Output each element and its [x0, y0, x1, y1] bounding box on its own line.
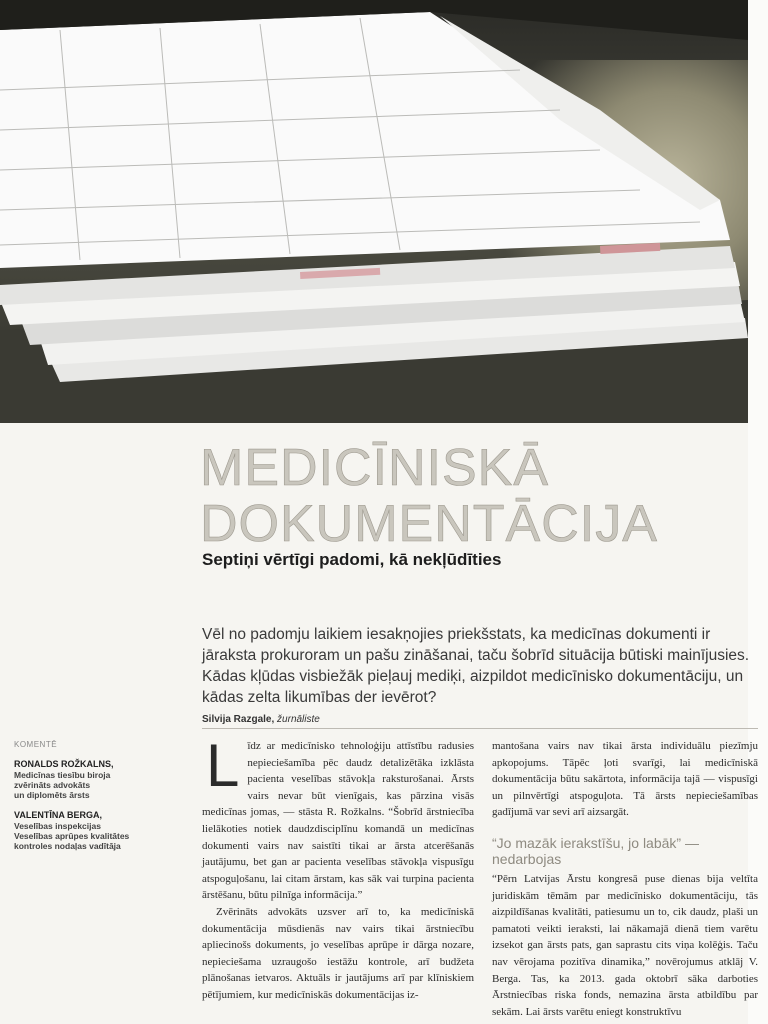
body-paragraph: “Pērn Latvijas Ārstu kongresā puse dienas bija veltīta juridiskām tēmām par medicīnisko dokumentāciju, tās aizpildīšanas kvalitāti, patiesumu un to, cik daudz, plaši un pamatoti veikti ieraksti, lai nākamajā dienā tiem varētu izsekot gan ārsts pats, gan saprastu cits viņa kolēģis. Taču nav vērojama pozitīva dinamika,” novērojumus atklāj V. Berga. Tas, ka 2013. gada oktobrī sāka darboties Ārstniecības riska fonds, nemazina ārsta atbildību par sekām. Lai ārsts varētu eniegt konstruktīvu: [492, 872, 758, 1018]
body-paragraph: [202, 732, 474, 904]
commentator: [14, 759, 184, 800]
article-intro: Vēl no padomju laikiem iesakņojies priekšstats, ka medicīnas dokumenti ir jāraksta prokuroram un pašu zināšanai, taču šobrīd situācija būtiski mainījusies. Kādas kļūdas visbiežāk pieļauj mediķi, aizpildot medicīnisko dokumentāciju, un kādas zelta likumības der ievērot?: [202, 626, 750, 706]
title-line-2: DOKUMENTĀCIJA: [200, 495, 658, 553]
body-column-2: [492, 738, 758, 1020]
article-title: [200, 440, 740, 552]
section-subheading: “Jo mazāk ierakstīšu, jo labāk” — nedarbojas: [492, 834, 699, 867]
comment-sidebar: [14, 740, 184, 861]
body-column-1: [202, 732, 474, 1004]
commentator-title-line: kontroles nodaļas vadītāja: [14, 841, 121, 851]
body-paragraph: mantošana vairs nav tikai ārsta individuālu piezīmju apkopojums. Tāpēc ļoti svarīgi, lai medicīniskā dokumentācija būtu sakārtota, informācija tajā — vispusīgi un pilnvērtīgi atspoguļota. Tā ārsts nepieciešamības gadījumā var sevi arī aizsargāt.: [492, 740, 758, 819]
paragraph-text: īdz ar medicīnisko tehnoloģiju attīstību radusies nepieciešamība pēc daudz detalizētāka izklāsta pacienta veselības stāvokļa raksturošanai. Ārsts vairs nevar būt vienīgais, kas pārzina visās medicīnas jomas, — stāsta R. Rožkalns. “Šobrīd ārstniecība lielākoties notiek daudzdisciplīnu komandā un medicīnas dokumenti vairs nav saistīti tikai ar ārsta atcerēšanās jautājumu, bet gan ar pacienta veselības stāvokļa vispusīgu atspoguļošanu, lai citam ārstam, kas sāk vai turpina pacienta ārstēšanu, būtu pilnīga informācija.”: [202, 740, 474, 902]
author-role: žurnāliste: [277, 714, 320, 725]
commentator-title-line: Veselības inspekcijas: [14, 821, 101, 831]
byline: [202, 714, 758, 729]
commentator-title-line: un diplomēts ārsts: [14, 790, 90, 800]
body-paragraph: Zvērināts advokāts uzsver arī to, ka medicīniskā dokumentācija mūsdienās nav vairs tikai ārstniecību apliecinošs dokuments, jo veselības aprūpe ir dārga nozare, nepieciešama uzraugošo iestāžu kontrole, arī budžeta plānošanas ietvaros. Aktuāls ir jautājums arī par klīniskiem pētījumiem, kur medicīniskās dokumentācijas iz-: [202, 905, 474, 1001]
sidebar-label: KOMENTĒ: [14, 740, 58, 749]
commentator-name: VALENTĪNA BERGA,: [14, 810, 103, 820]
commentator-title-line: Medicīnas tiesību biroja: [14, 770, 111, 780]
drop-cap: L: [206, 732, 240, 799]
commentator-title-line: zvērināts advokāts: [14, 780, 91, 790]
title-line-1: MEDICĪNISKĀ: [200, 439, 550, 497]
author-name: Silvija Razgale,: [202, 714, 275, 725]
hero-photo: [0, 0, 748, 423]
commentator-name: RONALDS ROŽKALNS,: [14, 759, 114, 769]
commentator-title-line: Veselības aprūpes kvalitātes: [14, 831, 130, 841]
article-subtitle: Septiņi vērtīgi padomi, kā nekļūdīties: [202, 550, 502, 569]
commentator: [14, 810, 184, 851]
document-stack-illustration: [0, 0, 748, 423]
